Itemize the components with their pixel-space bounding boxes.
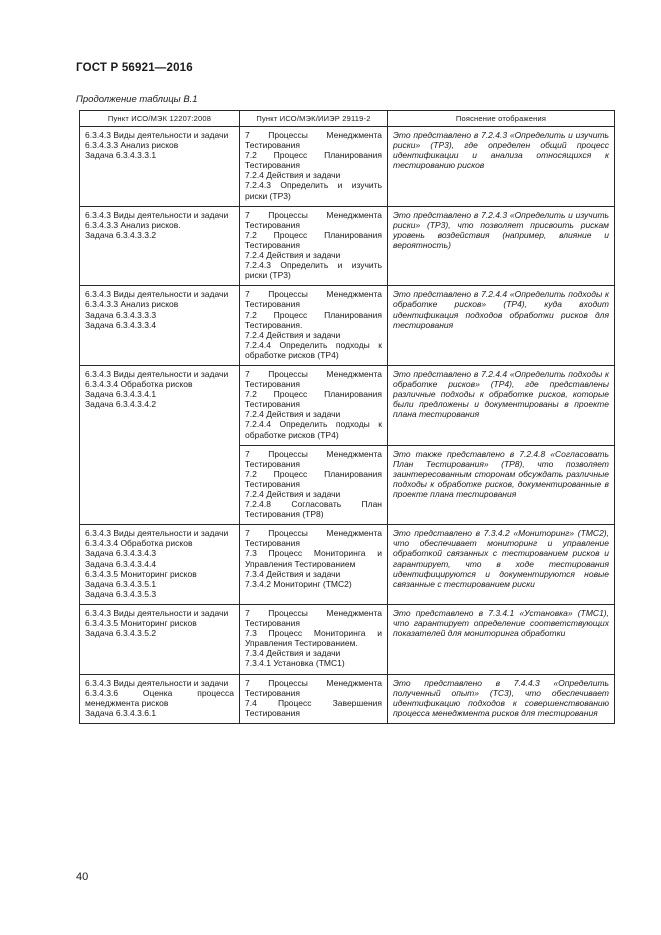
clause-line: 6.3.4.3.3 Анализ рисков <box>85 140 179 151</box>
iso12207-clause-cell <box>80 604 240 674</box>
clause-line: 7 Процессы Менеджмента Тестирования <box>245 130 382 151</box>
clause-line: 6.3.4.3.4 Обработка рисков <box>85 538 193 549</box>
clause-line: 7 Процессы Менеджмента Тестирования <box>245 607 382 629</box>
iso12207-clause-cell <box>80 365 240 524</box>
table-header-row <box>80 111 615 127</box>
clause-line: Задача 6.3.4.3.5.2 <box>85 628 157 639</box>
clause-line: 6.3.4.3 Виды деятельности и задачи <box>85 677 229 688</box>
clause-line: 7.2 Процесс Планирования Тестирования <box>245 229 382 250</box>
clause-line: 7.3 Процесс Мониторинга и Управления Тестированием <box>245 548 382 569</box>
column-header: Пункт ИСО/МЭК 12207:2008 <box>80 111 240 127</box>
iso29119-clause-cell <box>240 206 388 286</box>
clause-line: 7.2.4 Действия и задачи <box>245 329 341 340</box>
clause-line: 6.3.4.3 Виды деятельности и задачи <box>85 528 229 539</box>
clause-line: 7.3 Процесс Мониторинга и Управления Тестированием. <box>245 628 382 649</box>
clause-line: Задача 6.3.4.3.3.4 <box>85 319 157 330</box>
clause-line: Задача 6.3.4.3.4.3 <box>85 548 157 559</box>
mapping-explanation-cell: Это представлено в 7.2.4.4 «Определить подходы к обработке рисков» (ТР4), куда входит идентификация подходов обработки рисков для тестирования <box>388 286 615 366</box>
page-number: 40 <box>76 871 89 883</box>
iso29119-clause-cell <box>240 286 388 366</box>
iso29119-clause-cell <box>240 525 388 605</box>
clause-line: 7 Процессы Менеджмента Тестирования <box>245 289 382 310</box>
clause-line: 6.3.4.3 Виды деятельности и задачи <box>85 607 229 618</box>
clause-line: 7.2.4.4 Определить подходы к обработке рисков (ТР4) <box>245 339 382 360</box>
mapping-table <box>79 110 615 724</box>
iso29119-clause-cell <box>240 674 388 723</box>
clause-line: 7 Процессы Менеджмента Тестирования <box>245 528 382 549</box>
clause-line: 7.2.4.4 Определить подходы к обработке рисков (ТР4) <box>245 419 382 440</box>
clause-line: 7.3.4 Действия и задачи <box>245 648 341 659</box>
clause-line: 6.3.4.3.5 Мониторинг рисков <box>85 618 197 629</box>
clause-line: Задача 6.3.4.3.4.1 <box>85 389 157 400</box>
column-header: Пояснение отображения <box>388 111 615 127</box>
mapping-explanation-cell: Это также представлено в 7.2.4.8 «Согласовать План Тестирования» (ТР8), что позволяет заинтересованным сторонам обсуждать различные подходы к обработке рисков, документированные в проекте плана тестирования <box>388 445 615 525</box>
table-row <box>80 365 615 445</box>
clause-line: Задача 6.3.4.3.4.2 <box>85 399 157 410</box>
table-row <box>80 127 615 207</box>
clause-line: 6.3.4.3.3 Анализ рисков. <box>85 219 181 230</box>
clause-line: 7.2.4 Действия и задачи <box>245 170 341 181</box>
clause-line: Задача 6.3.4.3.3.1 <box>85 150 157 161</box>
column-header: Пункт ИСО/МЭК/ИИЭР 29119-2 <box>240 111 388 127</box>
clause-line: 7.2.4.3 Определить и изучить риски (ТР3) <box>245 260 382 281</box>
clause-line: 6.3.4.3 Виды деятельности и задачи <box>85 368 229 379</box>
clause-line: 7.2.4 Действия и задачи <box>245 489 341 499</box>
clause-line: 6.3.4.3.4 Обработка рисков <box>85 379 193 390</box>
mapping-explanation-cell: Это представлено в 7.2.4.3 «Определить и изучить риски» (ТР3), где определен общий процесс идентификации и анализа относящихся к тестированию рисков <box>388 127 615 207</box>
iso29119-clause-cell <box>240 445 388 525</box>
clause-line: Задача 6.3.4.3.5.1 <box>85 578 157 589</box>
clause-line: 6.3.4.3.5 Мониторинг рисков <box>85 568 197 579</box>
iso12207-clause-cell <box>80 127 240 207</box>
document-header: ГОСТ Р 56921—2016 <box>76 62 193 74</box>
clause-line: 6.3.4.3 Виды деятельности и задачи <box>85 289 229 300</box>
clause-line: 6.3.4.3.6 Оценка процесса менеджмента рисков <box>85 687 234 708</box>
clause-line: Задача 6.3.4.3.3.3 <box>85 309 157 320</box>
table-row <box>80 674 615 723</box>
clause-line: 7.2 Процесс Планирования Тестирования <box>245 468 382 489</box>
iso12207-clause-cell <box>80 206 240 286</box>
iso29119-clause-cell <box>240 127 388 207</box>
mapping-explanation-cell: Это представлено в 7.3.4.2 «Мониторинг» (ТМС2), что обеспечивает мониторинг и управление обработкой связанных с тестированием рисков и гарантирует, что в ходе тестирования идентифицируются и документируются новые связанные с тестированием риски <box>388 525 615 605</box>
table-row <box>80 604 615 674</box>
iso12207-clause-cell <box>80 286 240 366</box>
iso12207-clause-cell <box>80 674 240 723</box>
iso12207-clause-cell <box>80 525 240 605</box>
clause-line: 7.3.4.1 Установка (ТМС1) <box>245 658 345 669</box>
clause-line: 7 Процессы Менеджмента Тестирования <box>245 448 382 469</box>
clause-line: 7.3.4.2 Мониторинг (ТМС2) <box>245 578 352 589</box>
mapping-explanation-cell: Это представлено в 7.2.4.4 «Определить подходы к обработке рисков» (ТР4), где представлены различные подходы к обработке рисков, которые были предложены и документированы в проекте плана тестирования <box>388 365 615 445</box>
table-row <box>80 206 615 286</box>
clause-line: Задача 6.3.4.3.5.3 <box>85 588 157 599</box>
iso29119-clause-cell <box>240 604 388 674</box>
table-continuation-caption: Продолжение таблицы В.1 <box>76 94 198 105</box>
clause-line: 7.2.4.3 Определить и изучить риски (ТР3) <box>245 180 382 201</box>
clause-line: 7.2 Процесс Планирования Тестирования. <box>245 309 382 330</box>
clause-line: 7.2 Процесс Планирования Тестирования <box>245 389 382 410</box>
clause-line: 7.2.4 Действия и задачи <box>245 409 341 420</box>
clause-line: 7.2 Процесс Планирования Тестирования <box>245 150 382 171</box>
clause-line: 7 Процессы Менеджмента Тестирования <box>245 209 382 230</box>
clause-line: 7.3.4 Действия и задачи <box>245 568 341 579</box>
clause-line: 6.3.4.3 Виды деятельности и задачи <box>85 130 229 140</box>
clause-line: Задача 6.3.4.3.3.2 <box>85 229 157 240</box>
iso29119-clause-cell <box>240 365 388 445</box>
mapping-explanation-cell: Это представлено в 7.3.4.1 «Установка» (ТМС1), что гарантирует определение соответствующих показателей для мониторинга обработки <box>388 604 615 674</box>
clause-line: 7.2.4.8 Согласовать План Тестирования (ТР8) <box>245 499 382 520</box>
clause-line: 7.4 Процесс Завершения Тестирования <box>245 697 382 718</box>
clause-line: Задача 6.3.4.3.6.1 <box>85 707 157 718</box>
clause-line: 6.3.4.3.3 Анализ рисков <box>85 299 179 310</box>
mapping-explanation-cell: Это представлено в 7.2.4.3 «Определить и изучить риски» (ТР3), что позволяет присвоить рискам уровень воздействия (например, влияние и вероятность) <box>388 206 615 286</box>
clause-line: 7 Процессы Менеджмента Тестирования <box>245 368 382 390</box>
clause-line: Задача 6.3.4.3.4.4 <box>85 558 157 569</box>
table-row <box>80 286 615 366</box>
clause-line: 7 Процессы Менеджмента Тестирования <box>245 677 382 698</box>
clause-line: 7.2.4 Действия и задачи <box>245 250 341 261</box>
clause-line: 6.3.4.3 Виды деятельности и задачи <box>85 209 229 220</box>
mapping-explanation-cell: Это представлено в 7.4.4.3 «Определить полученный опыт» (ТС3), что обеспечивает идентификацию подходов к совершенствованию процесса менеджмента рисков для тестирования <box>388 674 615 723</box>
table-row <box>80 525 615 605</box>
